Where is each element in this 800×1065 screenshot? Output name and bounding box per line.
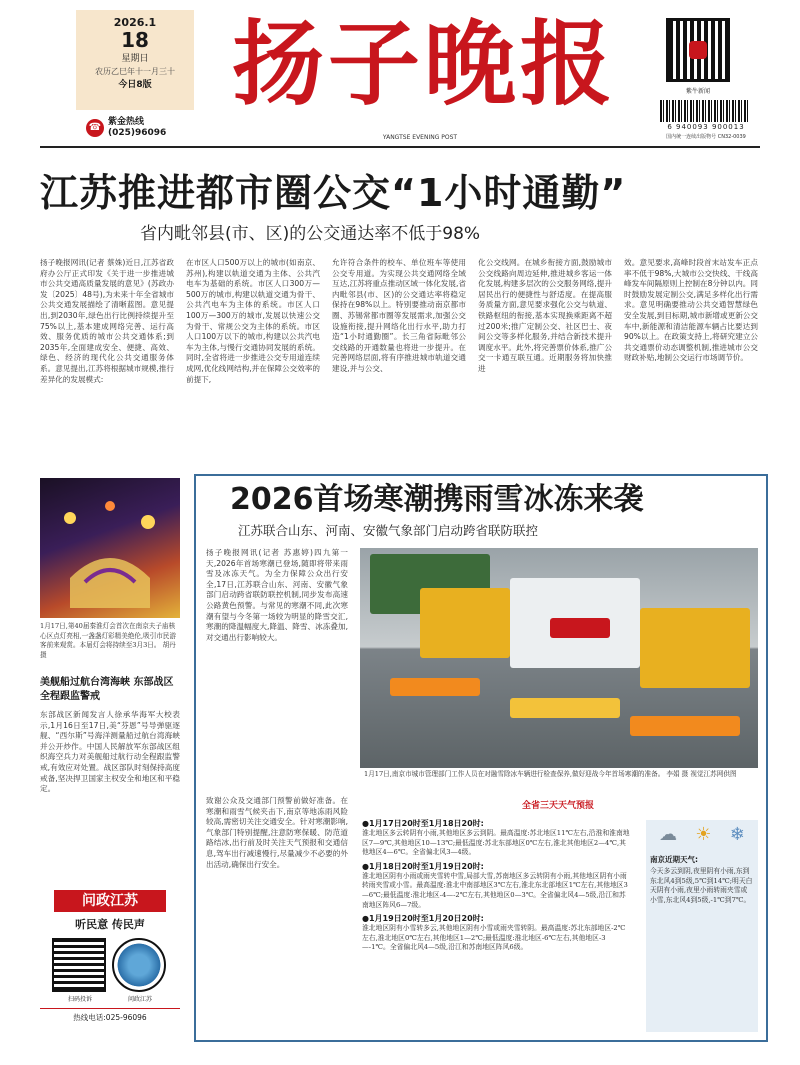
date-box <box>76 10 194 110</box>
hotline-block <box>76 112 194 144</box>
lead-column-4: 化公交线网。在城乡衔接方面,鼓励城市公交线路向周边延伸,推进城乡客运一体化发展,构建多层次的公交服务网络,提升居民出行的便捷性与舒适度。在提高服务质量方面,意见要求强化公交与轨道、铁路枢纽的衔接,基本实现换乘距离不超过200米;推广定制公交、社区巴士、夜间公交等多样化服务,并结合新技术提升调度水平。此外,将完善票价体系,推广公交一卡通互联互通。近期服务将加快推进 <box>478 258 612 373</box>
lead-column-3: 允许符合条件的校车、单位班车等使用公交专用道。为实现公共交通网络全域互达,江苏将重点推动区域一体化发展,省内毗邻县(市、区)的公交通达率将稳定保持在98%以上。特别要推动南京都市圈、苏锡常都市圈等发展需求,加强公交设施衔接,提升网络化出行水平,助力打造“1小时通勤圈”。长三角省际毗邻公交线路的开通数量也将进一步提升。在完善网络层面,将有序推进城市轨道交通建设,并与公交、 <box>332 258 466 373</box>
red-plate <box>550 618 610 638</box>
lunar-date: 农历乙巳年十一月三十 <box>95 67 175 76</box>
politics-slogan: 听民意 传民声 <box>75 918 145 931</box>
nanjing-weather-title: 南京近期天气: <box>650 855 698 864</box>
forecast-title: 全省三天天气预报 <box>521 801 594 811</box>
lead-subhead: 省内毗邻县(市、区)的公交通达率不低于98% <box>140 224 481 244</box>
lead-column-1: 扬子晚报网讯(记者 蔡姝)近日,江苏省政府办公厅正式印发《关于进一步推进城市公共交通高质量发展的意见》(苏政办发〔2025〕48号),为未来十年全省城市公共交通发展描绘了清晰蓝图。意见提出,到2030年,绿色出行比例持续提升至75%以上,基本建成网络完善、运行高效、服务优质的城市公共交通体系;到2035年,全面建成安全、便捷、高效、绿色、经济的现代化公共交通服务体系。意见提出,江苏将根据城市规模,推行差异化的发展模式: <box>40 258 174 384</box>
complaint-qr-code[interactable] <box>52 938 106 992</box>
yellow-truck-cab <box>420 588 510 658</box>
barcode <box>660 100 750 122</box>
nanjing-weather-box <box>646 820 758 1032</box>
orange-plow-blade-right <box>630 716 740 736</box>
forecast-list <box>362 818 632 953</box>
edition-count: 今日8版 <box>118 80 152 90</box>
publication-info: 国内统一连续出版物号 CN32-0039 <box>666 134 746 140</box>
cold-wave-headline[interactable]: 2026首场寒潮携雨雪冰冻来袭 <box>230 482 644 517</box>
nanjing-weather-text: 今天多云到阴,夜里阴有小雨,东到东北风4到5级,5℃到14℃;明天白天阴有小雨,夜里小雨转雨夹雪或小雪,东北风4到5级,-1℃到7℃。 <box>650 867 753 904</box>
masthead-title: 扬子晚报 <box>231 10 616 118</box>
app-logo-icon <box>689 41 707 59</box>
cloud-icon: ☁ <box>659 824 678 845</box>
politics-hotline: 热线电话:025-96096 <box>40 1008 180 1023</box>
sun-icon: ☀ <box>695 824 712 845</box>
cold-wave-body-2: 致谢公众及交通部门预警前做好准备。在寒潮和雨雪气候夹击下,南京等地冻雨风险较高,需密切关注交通安全。针对寒潮影响,气象部门特别提醒,注意防寒保暖、防范道路结冰,出行前及时关注天气预报和交通信息,驾车出行减速慢行,尽量减少不必要的外出活动,确保出行安全。 <box>206 796 348 869</box>
politics-section-title: 问政江苏 <box>54 890 166 912</box>
snow-plow-photo <box>360 548 758 768</box>
forecast-text: 淮北地区多云转阴有小雨,其他地区多云到阴。最高温度:苏北地区11℃左右,沿淮和淮南地区7—9℃,其他地区10—13℃;最低温度:苏北东部地区0℃左右,淮北其他地区2—4℃,其他地区4—6℃。全省偏北风3—4级。 <box>362 829 630 857</box>
weather-icons <box>650 824 754 850</box>
issue-weekday: 星期日 <box>121 54 149 64</box>
orange-plow-blade <box>390 678 480 696</box>
politics-qr-label: 问政江苏 <box>127 996 152 1003</box>
phone-icon: ☎ <box>86 119 104 137</box>
lead-column-2: 在市区人口500万以上的城市(如南京、苏州),构建以轨道交通为主体、公共汽电车为基础的系统。市区人口300万—500万的城市,构建以轨道交通为骨干、公共汽电车为主体的系统。市区人口100万—300万的城市,发展以快速公交为骨干、常规公交为主体的系统。市区人口100万以下的城市,构建以公共汽电车为主体,与慢行交通协同发展的系统。同时,全省将进一步推进公交专用道连续成网,优化线网结构,并在保障公交效率的前提下, <box>186 258 320 384</box>
lantern-photo-caption: 1月17日,第40届秦淮灯会首次在南京夫子庙核心区点灯亮相,一盏盏灯彩精美绝伦,吸引市民游客前来观赏。本届灯会将持续至3月3日。 胡丹 摄 <box>40 622 177 659</box>
politics-logo-qr[interactable] <box>112 938 166 992</box>
yellow-plow-blade <box>510 698 620 718</box>
strait-article-body: 东部战区新闻发言人徐承华海军大校表示,1月16日至17日,美“芬恩”号导弹驱逐舰、“西尔斯”号海洋测量船过航台湾海峡并公开炒作。中国人民解放军东部战区组织海空兵力对美舰船过航行动全程跟监警戒,有效应对处置。战区部队时刻保持高度戒备,坚决捍卫国家主权安全和地区和平稳定。 <box>40 710 180 794</box>
forecast-text: 淮北地区阴有小雨或雨夹雪转中雪,局部大雪,苏南地区多云转阴有小雨,其他地区阴有小雨转雨夹雪或小雪。最高温度:淮北中南部地区3℃左右,淮北东北部地区1℃左右,其他地区3—6℃;最低温度:淮北地区-4—-2℃左右,其他地区0—3℃。全省偏北风4—5级,沿江和苏南地区阵风6—7级。 <box>362 871 628 909</box>
cold-wave-body-1: 扬子晚报网讯(记者 苏惠婷)四九第一天,2026年首场寒潮已登场,随即将带来雨雪及冰冻天气。为全力保障公众出行安全,17日,江苏联合山东、河南、安徽气象部门启动跨省联防联控机制,同步发布高速公路黄色预警。与常见的寒潮不同,此次寒潮有望与今冬第一场较为明显的降雪交汇,寒潮的降温幅度大,降温、降雪、冰冻叠加,对交通出行影响较大。 <box>206 548 348 642</box>
issue-day: 18 <box>121 28 149 52</box>
yellow-truck-right <box>640 608 750 688</box>
forecast-item <box>362 818 632 858</box>
forecast-head: ●1月19日20时至1月20日20时: <box>362 914 484 924</box>
snow-icon: ❄ <box>729 824 745 845</box>
lantern-festival-photo <box>40 478 180 618</box>
forecast-item <box>362 861 632 910</box>
forecast-head: ●1月18日20时至1月19日20时: <box>362 861 484 871</box>
forecast-head: ●1月17日20时至1月18日20时: <box>362 819 484 828</box>
plow-photo-caption: 1月17日,南京市城市管理部门工作人员在对融雪除冰车辆进行检查保养,做好迎战今年首场寒潮的准备。 李娟 摄 视觉江苏网供图 <box>364 770 737 778</box>
lead-column-5: 效。意见要求,高峰时段首末站发车正点率不低于98%,大城市公交快线、干线高峰发车间隔原则上控制在8分钟以内。同时鼓励发展定制公交,满足多样化出行需求。意见明确要推动公共交通智慧绿色安全发展,到目标期,城市新增或更新公交车中,新能源和清洁能源车辆占比要达到90%以上。在政策支持上,将研究建立公共交通票价动态调整机制,推进城市公交财政补贴,地制公交运行市场调节价。 <box>624 258 758 363</box>
issue-date: 2026.1 <box>113 16 157 29</box>
forecast-text: 淮北地区阴有小雪转多云,其他地区阴有小雪或雨夹雪转阴。最高温度:苏北东部地区-2℃左右,淮北地区0℃左右,其他地区1—2℃;最低温度:淮北地区-6℃左右,其他地区-3—-1℃。全省偏北风4—5级,沿江和苏南地区阵风6级。 <box>362 924 626 952</box>
cold-wave-subhead: 江苏联合山东、河南、安徽气象部门启动跨省联防联控 <box>238 523 539 538</box>
forecast-item <box>362 913 632 953</box>
complaint-qr-label: 扫码投诉 <box>67 996 92 1003</box>
hotline-label: 紫金热线 <box>108 117 145 127</box>
lead-headline[interactable]: 江苏推进都市圈公交“1小时通勤” <box>40 171 627 215</box>
masthead-divider <box>40 146 760 148</box>
masthead-english-title: YANGTSE EVENING POST <box>382 134 458 141</box>
barcode-number: 6 940093 900013 <box>667 123 745 131</box>
hotline-number: (025)96096 <box>108 128 167 138</box>
qr-label: 紫牛新闻 <box>685 88 710 95</box>
strait-headline[interactable]: 美舰船过航台湾海峡 东部战区全程跟监警戒 <box>40 677 174 702</box>
